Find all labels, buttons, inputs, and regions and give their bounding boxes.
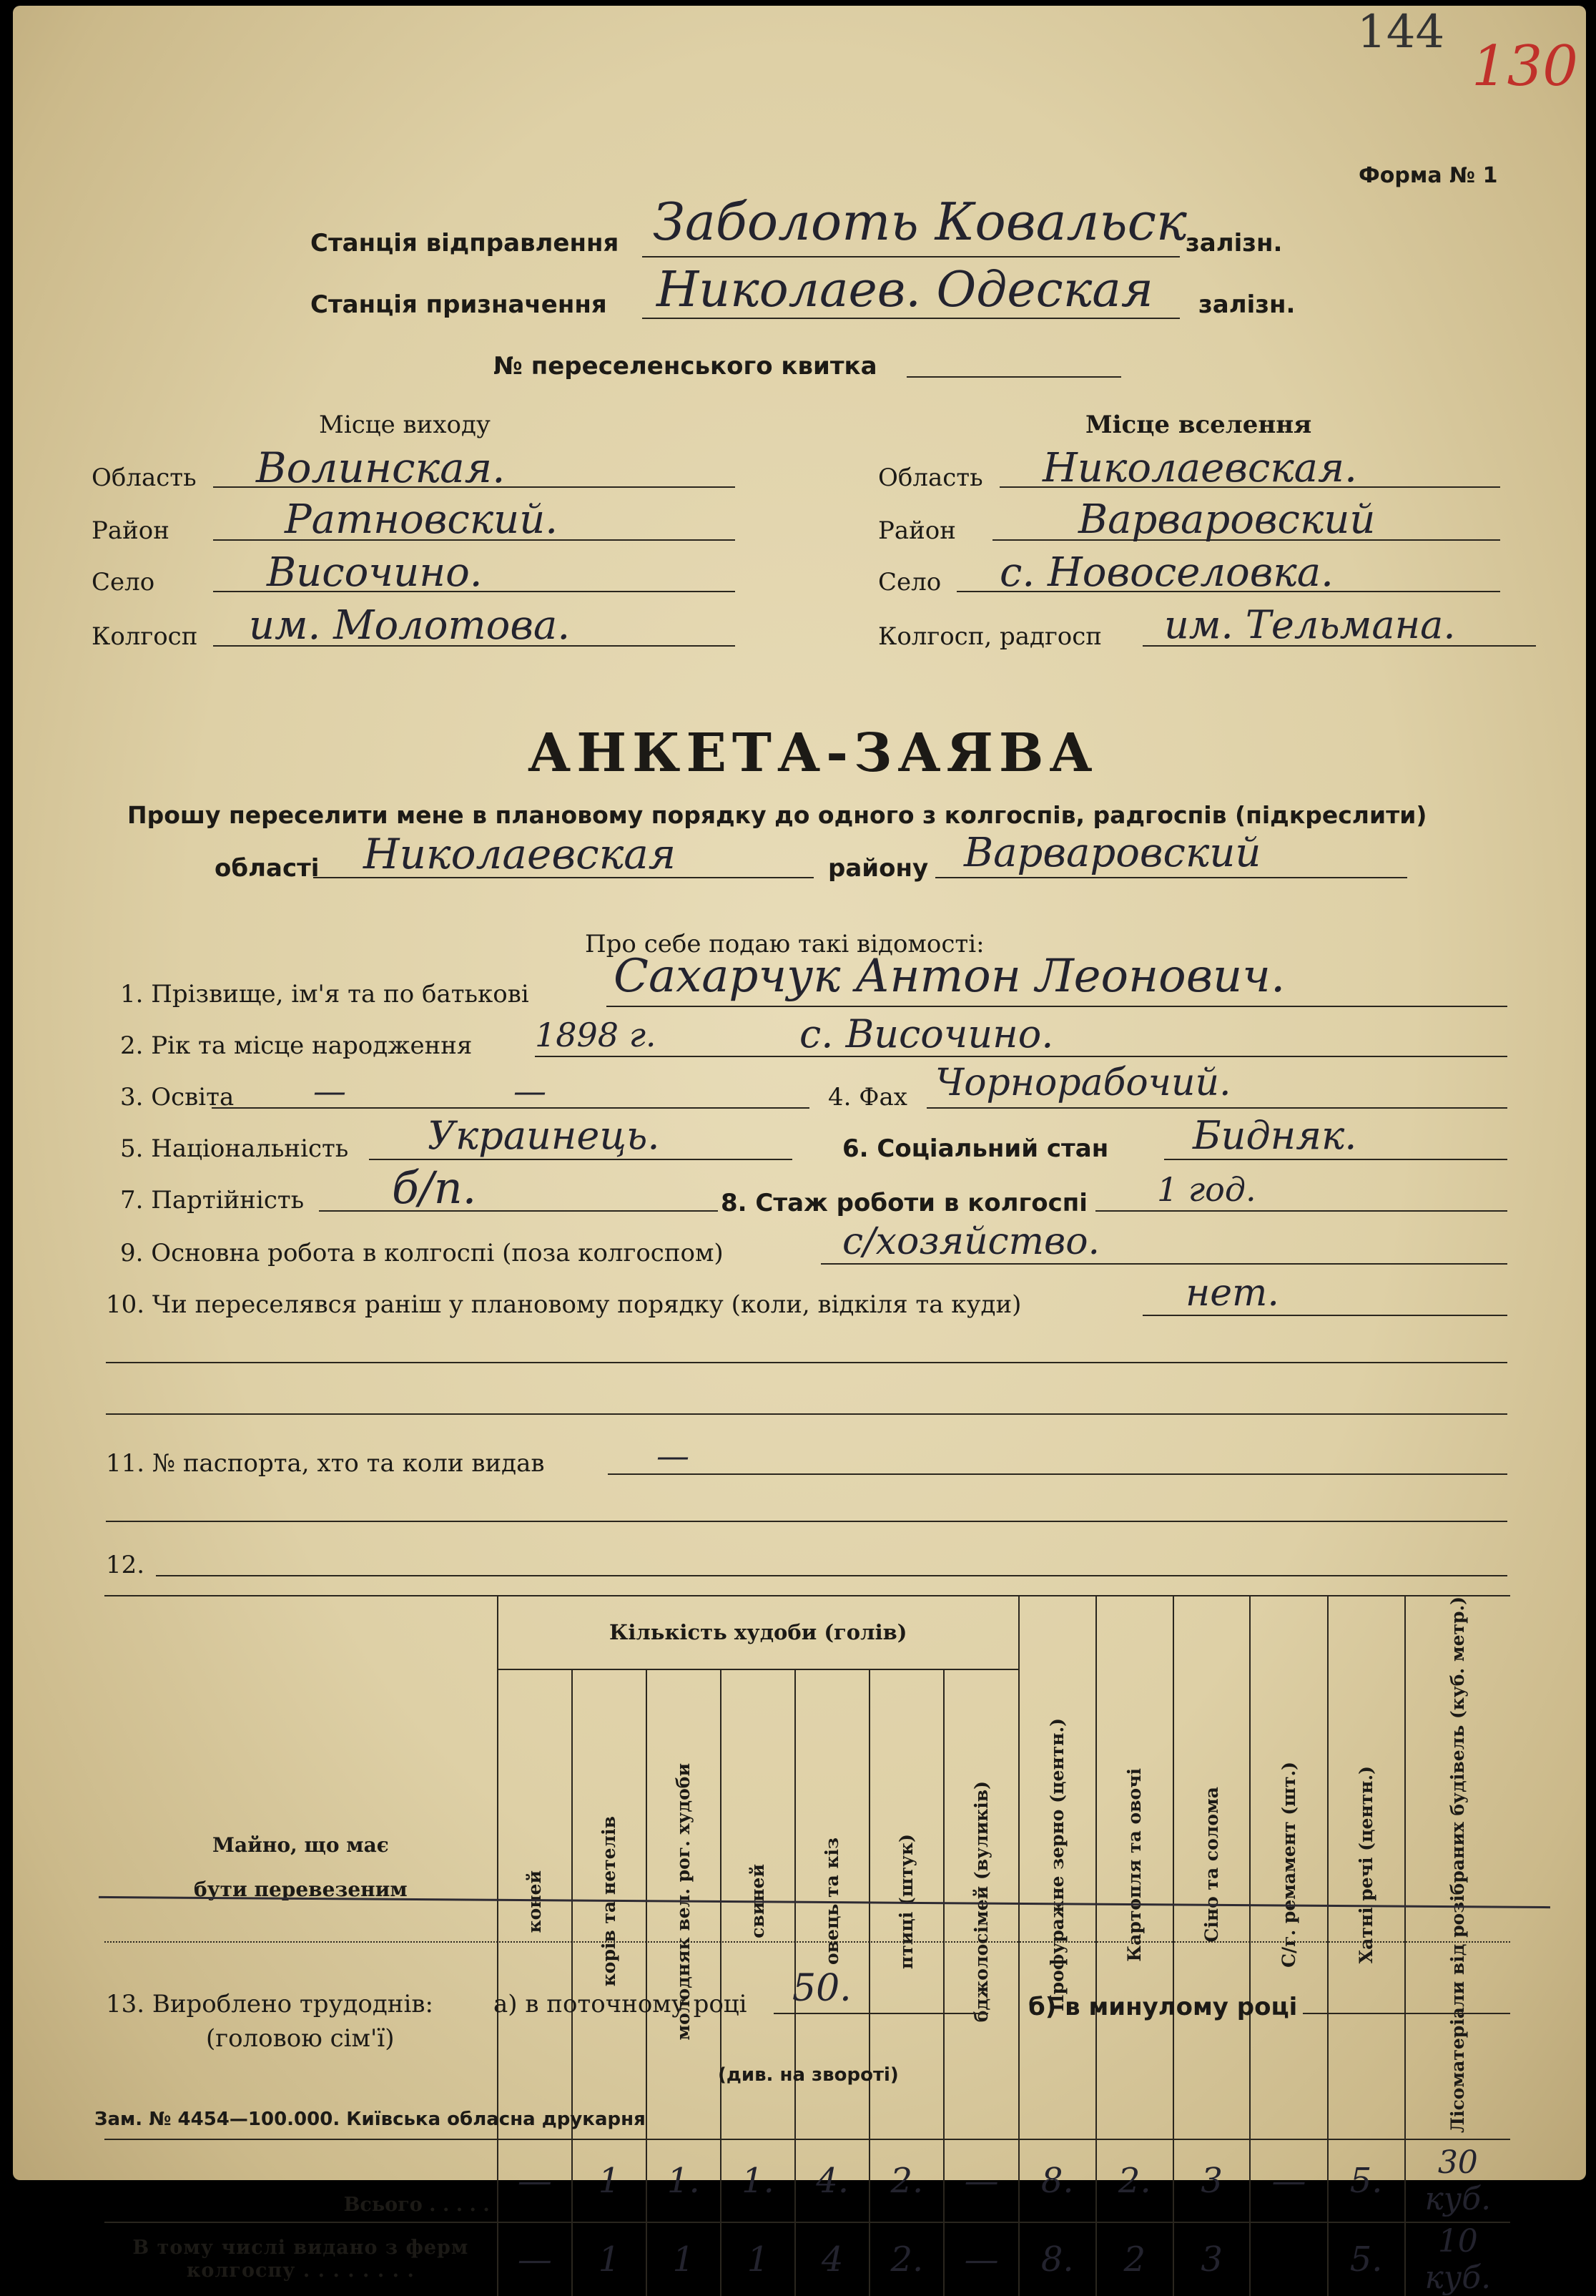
info-intro: Про себе подаю такі відомості:	[585, 930, 985, 958]
farm-potatoes: 2	[1096, 2222, 1173, 2296]
destination-station-value: Николаев. Одеская	[656, 262, 1153, 318]
col-poultry: птиці (штук)	[896, 1833, 917, 1969]
field-7-value: б/п.	[392, 1162, 477, 1214]
workdays-label: 13. Вироблено трудоднів:	[106, 1990, 433, 2018]
origin-selo-label: Село	[92, 568, 155, 597]
departure-label: Станція відправлення	[310, 229, 619, 257]
farm-household: 5.	[1328, 2222, 1405, 2296]
total-young-cattle: 1.	[646, 2139, 721, 2222]
farm-lumber: 10 куб.	[1405, 2222, 1510, 2296]
total-household: 5.	[1328, 2139, 1405, 2222]
property-header: Майно, що має бути перевезеним	[194, 1833, 408, 1901]
field-1-label: 1. Прізвище, ім'я та по батькові	[120, 980, 529, 1009]
field-3-value: —	[313, 1071, 346, 1110]
row-farm-label: В тому числі видано з ферм колгоспу . . . . . . . .	[132, 2237, 469, 2282]
field-5-label: 5. Національність	[120, 1134, 349, 1163]
total-equipment: —	[1250, 2139, 1327, 2222]
row-total-label: Всього . . . . .	[343, 2194, 490, 2217]
farm-pigs: 1	[721, 2222, 795, 2296]
col-bees: бджолосімей (вуликів)	[970, 1780, 992, 2022]
total-potatoes: 2.	[1096, 2139, 1173, 2222]
destination-kolhosp-label: Колгосп, радгосп	[878, 622, 1102, 651]
destination-suffix: залізн.	[1198, 290, 1296, 319]
col-grain: Профуражне зерно (центн.)	[1046, 1718, 1068, 2011]
destination-oblast-value: Николаевская.	[1043, 445, 1357, 491]
destination-selo-label: Село	[878, 568, 942, 597]
archive-number-pencil: 144	[1357, 6, 1445, 59]
total-bees: —	[944, 2139, 1018, 2222]
farm-cows: 1	[572, 2222, 646, 2296]
destination-selo-value: с. Новоселовка.	[1000, 549, 1334, 596]
request-raion-value: Варваровский	[964, 830, 1261, 876]
col-sheep: овець та кіз	[822, 1838, 843, 1966]
field-9-label: 9. Основна робота в колгоспі (поза колгоспом)	[120, 1239, 724, 1267]
farm-equipment	[1250, 2222, 1327, 2296]
total-cows: 1	[572, 2139, 646, 2222]
farm-horses: —	[498, 2222, 572, 2296]
form-title: АНКЕТА-ЗАЯВА	[528, 722, 1098, 784]
col-pigs: свиней	[747, 1864, 768, 1939]
total-grain: 8.	[1019, 2139, 1096, 2222]
col-household: Хатні речі (центн.)	[1355, 1765, 1376, 1964]
workdays-current-value: 50.	[792, 1967, 852, 2010]
printer-info: Зам. № 4454—100.000. Київська обласна друкарня	[94, 2109, 646, 2130]
total-poultry: 2.	[870, 2139, 944, 2222]
destination-kolhosp-value: им. Тельмана.	[1164, 602, 1456, 647]
field-4-value: Чорнорабочий.	[935, 1061, 1231, 1104]
field-5-value: Украинець.	[428, 1113, 660, 1158]
col-cows: корів та нетелів	[598, 1816, 619, 1987]
request-line: Прошу переселити мене в плановому порядку до одного з колгоспів, радгоспів (підкреслити)	[127, 801, 1427, 829]
form-label: Форма № 1	[1359, 163, 1498, 188]
destination-title: Місце вселення	[1085, 411, 1312, 439]
origin-selo-value: Височино.	[267, 549, 483, 596]
origin-oblast-value: Волинская.	[256, 443, 506, 492]
table-row-total	[104, 2139, 1510, 2222]
field-2-value: 1898 г.	[535, 1016, 656, 1054]
property-header-cell	[104, 1596, 498, 2139]
field-12-label: 12.	[106, 1551, 145, 1579]
field-6-value: Бидняк.	[1193, 1113, 1357, 1158]
destination-raion-label: Район	[878, 516, 956, 545]
total-pigs: 1.	[721, 2139, 795, 2222]
field-3-label: 3. Освіта	[120, 1083, 235, 1112]
farm-sheep: 4	[795, 2222, 870, 2296]
col-hay: Сіно та солома	[1201, 1787, 1222, 1943]
destination-label: Станція призначення	[310, 290, 607, 319]
field-11-label: 11. № паспорта, хто та коли видав	[106, 1449, 545, 1478]
request-oblast-label: області	[215, 854, 320, 883]
field-9-value: с/хозяйство.	[842, 1220, 1100, 1263]
col-lumber: Лісоматеріали від розібраних будівель (куб. метр.)	[1447, 1596, 1468, 2134]
col-potatoes: Картопля та овочі	[1123, 1767, 1145, 1962]
workdays-family-note: (головою сім'ї)	[206, 2024, 395, 2053]
destination-raion-value: Варваровский	[1078, 496, 1376, 543]
field-10-value: нет.	[1186, 1272, 1279, 1315]
field-8-value: 1 год.	[1157, 1170, 1256, 1209]
field-1-value: Сахарчук Антон Леонович.	[614, 950, 1286, 1003]
total-horses: —	[498, 2139, 572, 2222]
field-8-label: 8. Стаж роботи в колгоспі	[721, 1189, 1088, 1217]
origin-raion-label: Район	[92, 516, 169, 545]
col-equipment: С/г. ремамент (шт.)	[1278, 1762, 1299, 1968]
field-2-value-place: с. Височино.	[799, 1011, 1054, 1056]
origin-kolhosp-value: им. Молотова.	[249, 602, 571, 649]
field-10-label: 10. Чи переселявся раніш у плановому порядку (коли, відкіля та куди)	[106, 1290, 1022, 1319]
farm-young-cattle: 1	[646, 2222, 721, 2296]
workdays-previous-label: б) в минулому році	[1028, 1993, 1298, 2021]
farm-hay: 3	[1173, 2222, 1251, 2296]
field-11-value: —	[656, 1436, 689, 1475]
workdays-current-label: а) в поточному році	[493, 1990, 747, 2018]
livestock-header-cell	[498, 1596, 1019, 1669]
field-3-value-2: —	[513, 1071, 546, 1110]
field-4-label: 4. Фах	[828, 1083, 907, 1112]
document-page	[13, 6, 1586, 2296]
total-lumber: 30 куб.	[1405, 2139, 1510, 2222]
table-row-farm	[104, 2222, 1510, 2296]
destination-oblast-label: Область	[878, 463, 983, 492]
origin-raion-value: Ратновский.	[285, 496, 558, 543]
field-6-label: 6. Соціальний стан	[842, 1134, 1109, 1163]
request-raion-label: району	[828, 854, 929, 883]
col-horses: коней	[523, 1870, 545, 1933]
request-oblast-value: Николаевская	[363, 830, 676, 878]
farm-grain: 8.	[1019, 2222, 1096, 2296]
field-7-label: 7. Партійність	[120, 1186, 305, 1215]
departure-value: Заболоть Ковальск	[653, 192, 1187, 252]
field-2-label: 2. Рік та місце народження	[120, 1031, 473, 1060]
archive-number-red: 130	[1472, 34, 1578, 99]
farm-poultry: 2.	[870, 2222, 944, 2296]
livestock-header: Кількість худоби (голів)	[609, 1620, 907, 1645]
total-hay: 3	[1173, 2139, 1251, 2222]
origin-title: Місце виходу	[319, 411, 491, 439]
ticket-label: № переселенського квитка	[493, 352, 877, 381]
departure-suffix: залізн.	[1186, 229, 1283, 257]
see-reverse: (див. на звороті)	[718, 2064, 899, 2086]
total-sheep: 4.	[795, 2139, 870, 2222]
farm-bees: —	[944, 2222, 1018, 2296]
col-young-cattle: молодняк вел. рог. худоби	[672, 1762, 694, 2041]
origin-oblast-label: Область	[92, 463, 197, 492]
property-table	[104, 1595, 1510, 2296]
origin-kolhosp-label: Колгосп	[92, 622, 198, 651]
